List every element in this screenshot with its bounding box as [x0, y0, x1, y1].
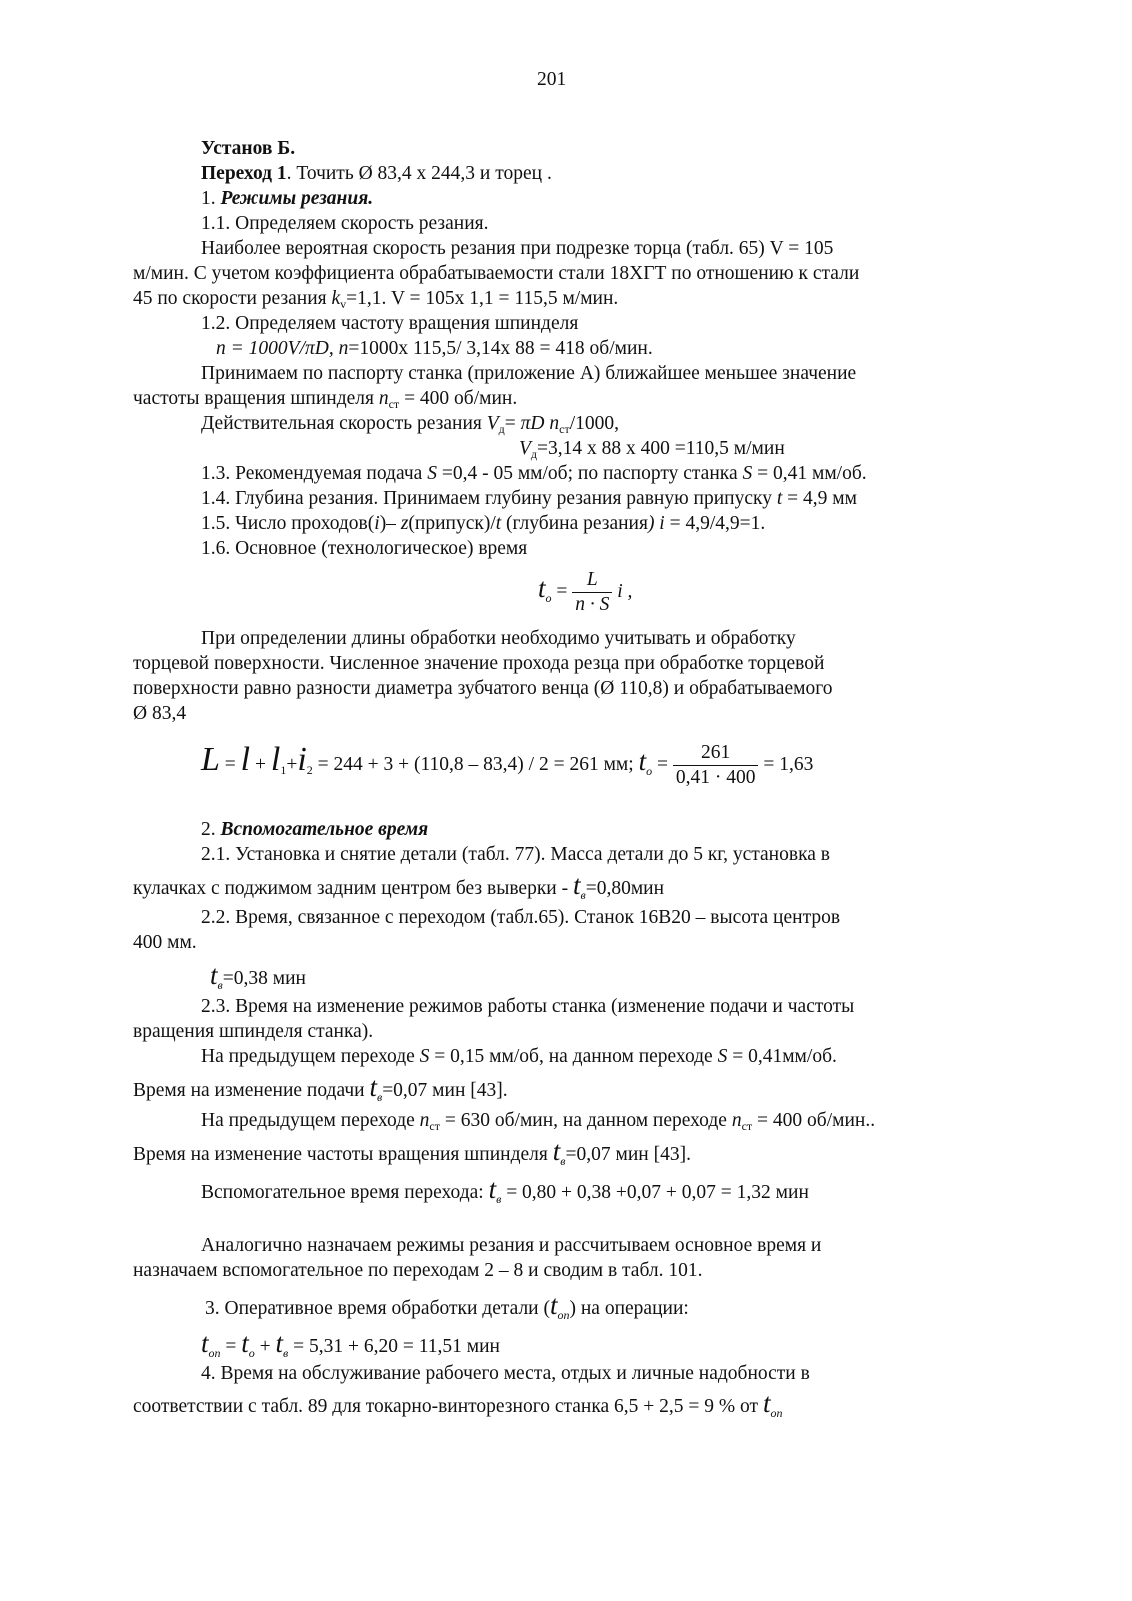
- paragraph-passport-line2: частоты вращения шпинделя $n_{ст} = 400$ об/мин.: [133, 388, 518, 411]
- subsection-2-1-line1: 2.1. Установка и снятие детали (табл. 77). Масса детали до 5 кг, установка в: [201, 844, 830, 865]
- actual-speed-line2: $V_д=3,14$ х 88 х 400 =110,5 м/мин: [519, 438, 785, 461]
- paragraph-speed-line3: 45 по скорости резания $k_v=1,1$. V = 105х 1,1 = 115,5 м/мин.: [133, 288, 619, 311]
- section-3-title: 3. Оперативное время обработки детали $(t_{оп})$ на операции:: [205, 1290, 689, 1322]
- subsection-2-3-line2: вращения шпинделя станка).: [133, 1021, 374, 1042]
- paragraph-length-line1: При определении длины обработки необходимо учитывать и обработку: [201, 628, 796, 649]
- subsection-1-3: 1.3. Рекомендуемая подача S =0,4 - 05 мм/об; по паспорту станка S = 0,41 мм/об.: [201, 463, 867, 484]
- subsection-2-3-line1: 2.3. Время на изменение режимов работы станка (изменение подачи и частоты: [201, 996, 855, 1017]
- auxiliary-time-total: Вспомогательное время перехода: $t_в = 0,80 + 0,38 +0,07 + 0,07 = 1,32$ мин: [201, 1174, 809, 1206]
- formula-operative-time: $t_{оп} = t_о + t_в = 5,31 + 6,20 = 11,51$ мин: [201, 1328, 500, 1360]
- subsection-2-2-line1: 2.2. Время, связанное с переходом (табл.65). Станок 16В20 – высота центров: [201, 907, 841, 928]
- subsection-1-1: 1.1. Определяем скорость резания.: [201, 213, 489, 234]
- paragraph-speed-line2: м/мин. С учетом коэффициента обрабатываемости стали 18ХГТ по отношению к стали: [133, 263, 860, 284]
- paragraph-speed-line1: Наиболее вероятная скорость резания при подрезке торца (табл. 65) V = 105: [201, 238, 834, 259]
- actual-speed-line1: Действительная скорость резания $V_д= \pi D$ $n_{ст}/1000$,: [201, 413, 619, 436]
- paragraph-passport-line1: Принимаем по паспорту станка (приложение А) ближайшее меньшее значение: [201, 363, 857, 384]
- section-4-line1: 4. Время на обслуживание рабочего места, отдых и личные надобности в: [201, 1363, 810, 1384]
- time-0-38: $t_в=0,38$ мин: [210, 960, 306, 992]
- formula-spindle-speed: n = 1000V/πD, n=1000х 115,5/ 3,14х 88 = 418 об/мин.: [216, 338, 653, 359]
- fraction-L-over-nS: $\frac{L}{n \cdot S}$: [572, 568, 612, 617]
- section-1-title: 1. Режимы резания.: [201, 188, 374, 209]
- paragraph-analog-line2: назначаем вспомогательное по переходам 2 – 8 и сводим в табл. 101.: [133, 1260, 703, 1281]
- feed-change-line1: На предыдущем переходе S = 0,15 мм/об, на данном переходе S = 0,41мм/об.: [201, 1046, 837, 1067]
- subsection-1-2: 1.2. Определяем частоту вращения шпинделя: [201, 313, 579, 334]
- paragraph-length-line4: Ø 83,4: [133, 703, 187, 724]
- formula-length-and-time: $L = l + l_1+i_2 = 244 + 3 + (110,8 - 83,4) / 2 = 261$ мм; $t_o$ = $\frac{261}{0,41 \cdot 400}$ = 1,63: [201, 741, 814, 789]
- subsection-2-1-line2: кулачках с поджимом задним центром без выверки - $t_в=0,80мин$: [133, 870, 665, 902]
- subsection-1-5: 1.5. Число проходов(i)– z(припуск)/t (глубина резания) i = 4,9/4,9=1.: [201, 513, 766, 534]
- feed-change-line2: Время на изменение подачи $t_в=0,07$ мин [43].: [133, 1072, 508, 1104]
- page-number: 201: [537, 69, 567, 90]
- section-4-line2: соответствии с табл. 89 для токарно-винторезного станка 6,5 + 2,5 = 9 % от $t_{оп}$: [133, 1388, 783, 1420]
- paragraph-length-line2: торцевой поверхности. Численное значение прохода резца при обработке торцевой: [133, 653, 825, 674]
- paragraph-length-line3: поверхности равно разности диаметра зубчатого венца (Ø 110,8) и обрабатываемого: [133, 678, 833, 699]
- paragraph-analog-line1: Аналогично назначаем режимы резания и рассчитываем основное время и: [201, 1235, 822, 1256]
- formula-main-time: $t_o$ = $\frac{L}{n \cdot S}$ i ,: [538, 569, 633, 615]
- speed-change-line2: Время на изменение частоты вращения шпинделя $t_в=0,07$ мин [43].: [133, 1136, 691, 1168]
- subsection-1-4: 1.4. Глубина резания. Принимаем глубину резания равную припуску t = 4,9 мм: [201, 488, 857, 509]
- section-2-title: 2. Вспомогательное время: [201, 819, 429, 840]
- transition-line: Переход 1. Точить Ø 83,4 х 244,3 и торец .: [201, 163, 552, 184]
- speed-change-line1: На предыдущем переходе $n_{ст} = 630$ об/мин, на данном переходе $n_{ст} = 400$ об/мин..: [201, 1110, 876, 1133]
- subsection-2-2-line2: 400 мм.: [133, 932, 197, 953]
- heading-setup: Установ Б.: [201, 138, 296, 159]
- subsection-1-6: 1.6. Основное (технологическое) время: [201, 538, 528, 559]
- fraction-261-over: $\frac{261}{0,41 \cdot 400}$: [673, 741, 759, 790]
